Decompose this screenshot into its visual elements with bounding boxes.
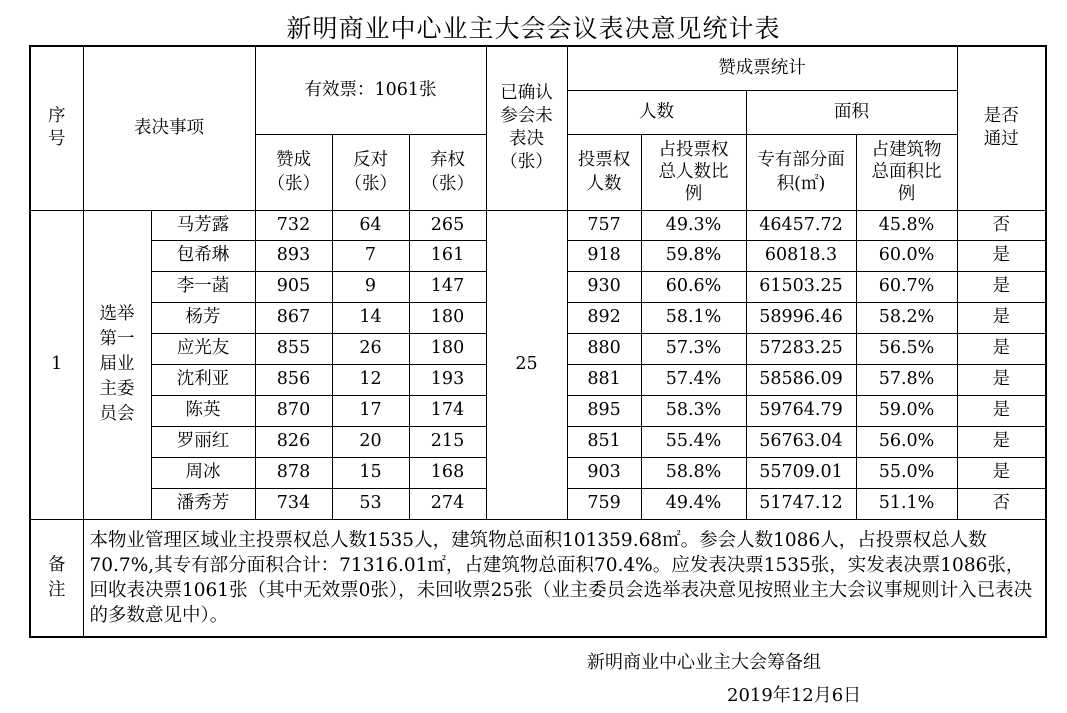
abstain-count: 168 — [409, 457, 486, 488]
area-ratio: 56.0% — [856, 426, 957, 457]
candidate-name: 应光友 — [151, 333, 255, 364]
candidate-name: 李一菡 — [151, 271, 255, 302]
header-item: 表决事项 — [83, 46, 255, 210]
passed-flag: 是 — [957, 364, 1046, 395]
area-ratio: 55.0% — [856, 457, 957, 488]
passed-flag: 是 — [957, 271, 1046, 302]
candidate-name: 陈英 — [151, 395, 255, 426]
voter-count: 881 — [567, 364, 641, 395]
candidate-name: 罗丽红 — [151, 426, 255, 457]
own-area: 61503.25 — [746, 271, 856, 302]
header-abstain: 弃权（张） — [409, 134, 486, 210]
candidate-name: 潘秀芳 — [151, 488, 255, 519]
area-ratio: 45.8% — [856, 210, 957, 240]
area-ratio: 60.0% — [856, 240, 957, 271]
own-area: 56763.04 — [746, 426, 856, 457]
abstain-count: 274 — [409, 488, 486, 519]
passed-flag: 否 — [957, 488, 1046, 519]
favor-count: 867 — [255, 302, 332, 333]
voter-count: 918 — [567, 240, 641, 271]
favor-count: 732 — [255, 210, 332, 240]
against-count: 15 — [332, 457, 409, 488]
voter-ratio: 60.6% — [641, 271, 746, 302]
own-area: 57283.25 — [746, 333, 856, 364]
candidate-name: 杨芳 — [151, 302, 255, 333]
against-count: 7 — [332, 240, 409, 271]
abstain-count: 215 — [409, 426, 486, 457]
voter-count: 757 — [567, 210, 641, 240]
voter-ratio: 57.4% — [641, 364, 746, 395]
favor-count: 870 — [255, 395, 332, 426]
header-favor-stats: 赞成票统计 — [567, 46, 957, 90]
voter-ratio: 55.4% — [641, 426, 746, 457]
candidate-name: 周冰 — [151, 457, 255, 488]
favor-count: 855 — [255, 333, 332, 364]
abstain-count: 174 — [409, 395, 486, 426]
header-valid-votes: 有效票：1061张 — [255, 46, 486, 134]
voter-count: 930 — [567, 271, 641, 302]
area-ratio: 51.1% — [856, 488, 957, 519]
voter-ratio: 58.1% — [641, 302, 746, 333]
voter-count: 903 — [567, 457, 641, 488]
against-count: 26 — [332, 333, 409, 364]
voter-count: 892 — [567, 302, 641, 333]
candidate-name: 包希琳 — [151, 240, 255, 271]
candidate-name: 沈利亚 — [151, 364, 255, 395]
candidate-name: 马芳露 — [151, 210, 255, 240]
abstain-count: 193 — [409, 364, 486, 395]
favor-count: 856 — [255, 364, 332, 395]
voter-count: 759 — [567, 488, 641, 519]
voter-count: 880 — [567, 333, 641, 364]
voter-ratio: 49.3% — [641, 210, 746, 240]
passed-flag: 是 — [957, 426, 1046, 457]
header-area: 面积 — [746, 90, 957, 134]
voter-count: 895 — [567, 395, 641, 426]
footer-date: 2019年12月6日 — [727, 685, 862, 706]
vote-statistics-table — [29, 45, 1047, 638]
area-ratio: 58.2% — [856, 302, 957, 333]
own-area: 60818.3 — [746, 240, 856, 271]
favor-count: 893 — [255, 240, 332, 271]
notes-row — [30, 519, 1046, 637]
voter-count: 851 — [567, 426, 641, 457]
own-area: 58996.46 — [746, 302, 856, 333]
voter-ratio: 58.3% — [641, 395, 746, 426]
against-count: 17 — [332, 395, 409, 426]
header-own-area: 专有部分面积(㎡) — [746, 134, 856, 210]
group-item: 选举 第一 届业 主委 员会 — [83, 210, 151, 519]
group-seq: 1 — [30, 210, 83, 519]
header-passed: 是否通过 — [957, 46, 1046, 210]
notes-label: 备 注 — [30, 519, 83, 637]
abstain-count: 161 — [409, 240, 486, 271]
own-area: 58586.09 — [746, 364, 856, 395]
footer-organization: 新明商业中心业主大会筹备组 — [587, 652, 821, 673]
against-count: 12 — [332, 364, 409, 395]
passed-flag: 是 — [957, 457, 1046, 488]
header-seq: 序号 — [30, 46, 83, 210]
voter-ratio: 57.3% — [641, 333, 746, 364]
area-ratio: 57.8% — [856, 364, 957, 395]
abstain-count: 180 — [409, 333, 486, 364]
against-count: 20 — [332, 426, 409, 457]
own-area: 46457.72 — [746, 210, 856, 240]
abstain-count: 147 — [409, 271, 486, 302]
passed-flag: 是 — [957, 395, 1046, 426]
own-area: 59764.79 — [746, 395, 856, 426]
header-area-ratio: 占建筑物总面积比例 — [856, 134, 957, 210]
voter-ratio: 49.4% — [641, 488, 746, 519]
header-against: 反对（张） — [332, 134, 409, 210]
voter-ratio: 58.8% — [641, 457, 746, 488]
header-voter-ratio: 占投票权总人数比例 — [641, 134, 746, 210]
header-voters: 投票权人数 — [567, 134, 641, 210]
passed-flag: 否 — [957, 210, 1046, 240]
header-unconfirmed: 已确认参会未表决（张） — [486, 46, 567, 210]
header-favor: 赞成（张） — [255, 134, 332, 210]
against-count: 14 — [332, 302, 409, 333]
notes-text: 本物业管理区域业主投票权总人数1535人，建筑物总面积101359.68㎡。参会人数1086人，占投票权总人数70.7%,其专有部分面积合计：71316.01㎡，占建筑物总面积70.4%。应发表决票1535张，实发表决票1086张，回收表决票1061张（其中无效票0张），未回收票25张（业主委员会选举表决意见按照业主大会议事规则计入已表决的多数意见中）。 — [83, 519, 1046, 637]
page-title: 新明商业中心业主大会会议表决意见统计表 — [286, 14, 781, 43]
abstain-count: 265 — [409, 210, 486, 240]
passed-flag: 是 — [957, 302, 1046, 333]
unconfirmed-count: 25 — [486, 210, 567, 519]
favor-count: 734 — [255, 488, 332, 519]
passed-flag: 是 — [957, 333, 1046, 364]
own-area: 51747.12 — [746, 488, 856, 519]
voter-ratio: 59.8% — [641, 240, 746, 271]
area-ratio: 60.7% — [856, 271, 957, 302]
passed-flag: 是 — [957, 240, 1046, 271]
own-area: 55709.01 — [746, 457, 856, 488]
area-ratio: 59.0% — [856, 395, 957, 426]
abstain-count: 180 — [409, 302, 486, 333]
table-row — [30, 210, 1046, 240]
against-count: 9 — [332, 271, 409, 302]
against-count: 64 — [332, 210, 409, 240]
favor-count: 878 — [255, 457, 332, 488]
header-headcount: 人数 — [567, 90, 746, 134]
area-ratio: 56.5% — [856, 333, 957, 364]
favor-count: 905 — [255, 271, 332, 302]
against-count: 53 — [332, 488, 409, 519]
favor-count: 826 — [255, 426, 332, 457]
